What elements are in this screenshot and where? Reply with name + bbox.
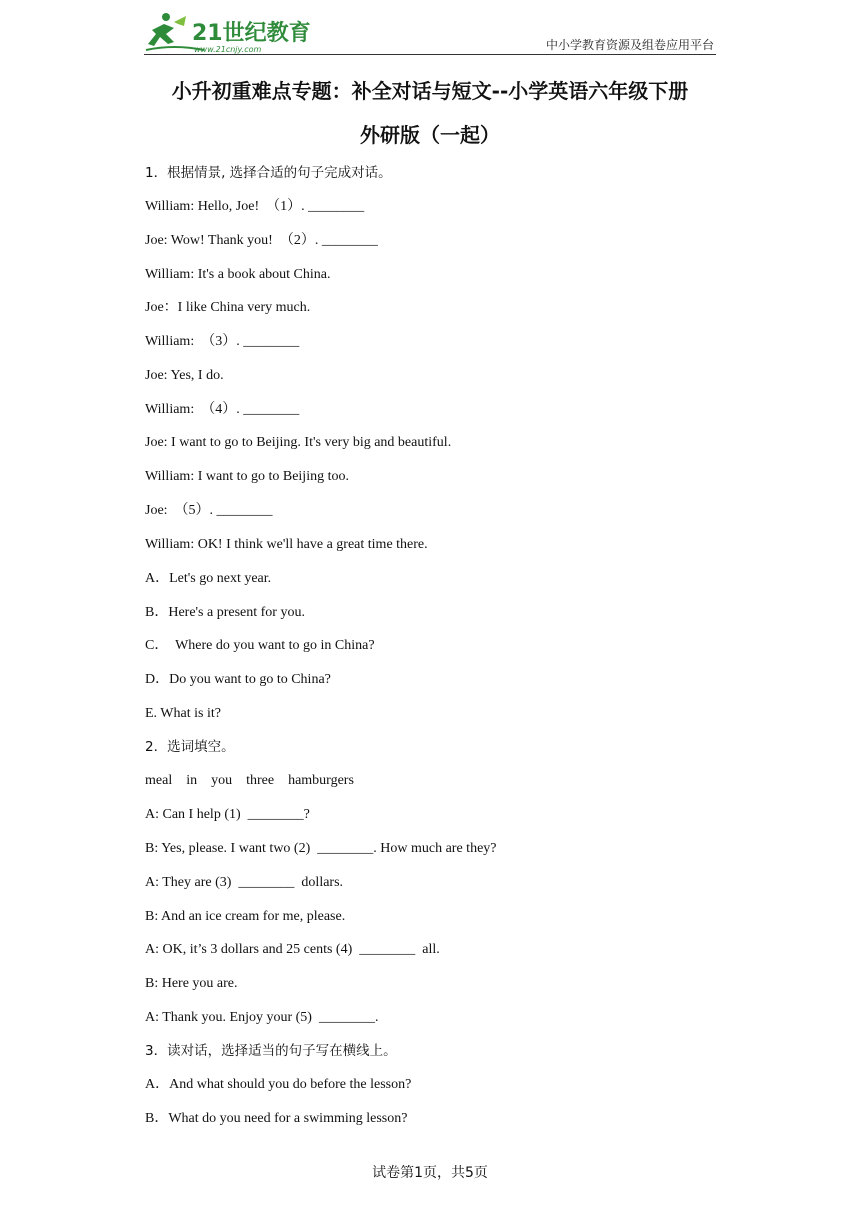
dialogue-line: William: It's a book about China. [145, 267, 331, 282]
question-1-prompt: 1．根据情景, 选择合适的句子完成对话。 [145, 165, 392, 181]
dialogue-line: B: Yes, please. I want two (2) ________. How much are they? [145, 841, 497, 856]
option-a: A．And what should you do before the lesson? [145, 1077, 412, 1092]
option-c: C． Where do you want to go in China? [145, 638, 375, 653]
dialogue-line: B: And an ice cream for me, please. [145, 909, 346, 924]
dialogue-line: A: They are (3) ________ dollars. [145, 875, 344, 890]
dialogue-line: Joe: Wow! Thank you! （2）. ________ [145, 233, 378, 248]
logo-url: www.21cnjy.com [194, 45, 262, 54]
option-d: D．Do you want to go to China? [145, 672, 331, 687]
option-b: B．What do you need for a swimming lesson? [145, 1111, 408, 1126]
dialogue-line: William: OK! I think we'll have a great time there. [145, 537, 428, 552]
dialogue-line: A: Can I help (1) ________? [145, 807, 310, 822]
logo-runner-icon [144, 10, 314, 54]
page-header [144, 8, 716, 55]
logo-text: 21世纪教育 [192, 21, 311, 46]
question-2-prompt: 2．选词填空。 [145, 739, 235, 755]
dialogue-line: A: Thank you. Enjoy your (5) ________. [145, 1010, 379, 1025]
dialogue-line: William: Hello, Joe! （1）. ________ [145, 199, 365, 214]
dialogue-line: Joe：I like China very much. [145, 300, 311, 315]
platform-label: 中小学教育资源及组卷应用平台 [545, 38, 714, 52]
dialogue-line: William: （4）. ________ [145, 402, 300, 417]
dialogue-line: Joe: （5）. ________ [145, 503, 273, 518]
option-a: A．Let's go next year. [145, 571, 272, 586]
question-3-prompt: 3．读对话，选择适当的句子写在横线上。 [145, 1043, 397, 1059]
page-title-line1: 小升初重难点专题：补全对话与短文--小学英语六年级下册 [171, 79, 689, 103]
page-footer: 试卷第1页，共5页 [372, 1165, 488, 1181]
dialogue-line: William: （3）. ________ [145, 334, 300, 349]
word-bank: meal in you three hamburgers [145, 773, 354, 788]
dialogue-line: Joe: I want to go to Beijing. It's very big and beautiful. [145, 435, 452, 450]
dialogue-line: William: I want to go to Beijing too. [145, 469, 349, 484]
option-b: B．Here's a present for you. [145, 605, 305, 620]
dialogue-line: B: Here you are. [145, 976, 238, 991]
page-title-line2: 外研版（一起） [360, 123, 500, 147]
option-e: E. What is it? [145, 706, 221, 721]
dialogue-line: Joe: Yes, I do. [145, 368, 224, 383]
dialogue-line: A: OK, it’s 3 dollars and 25 cents (4) ________ all. [145, 942, 440, 957]
